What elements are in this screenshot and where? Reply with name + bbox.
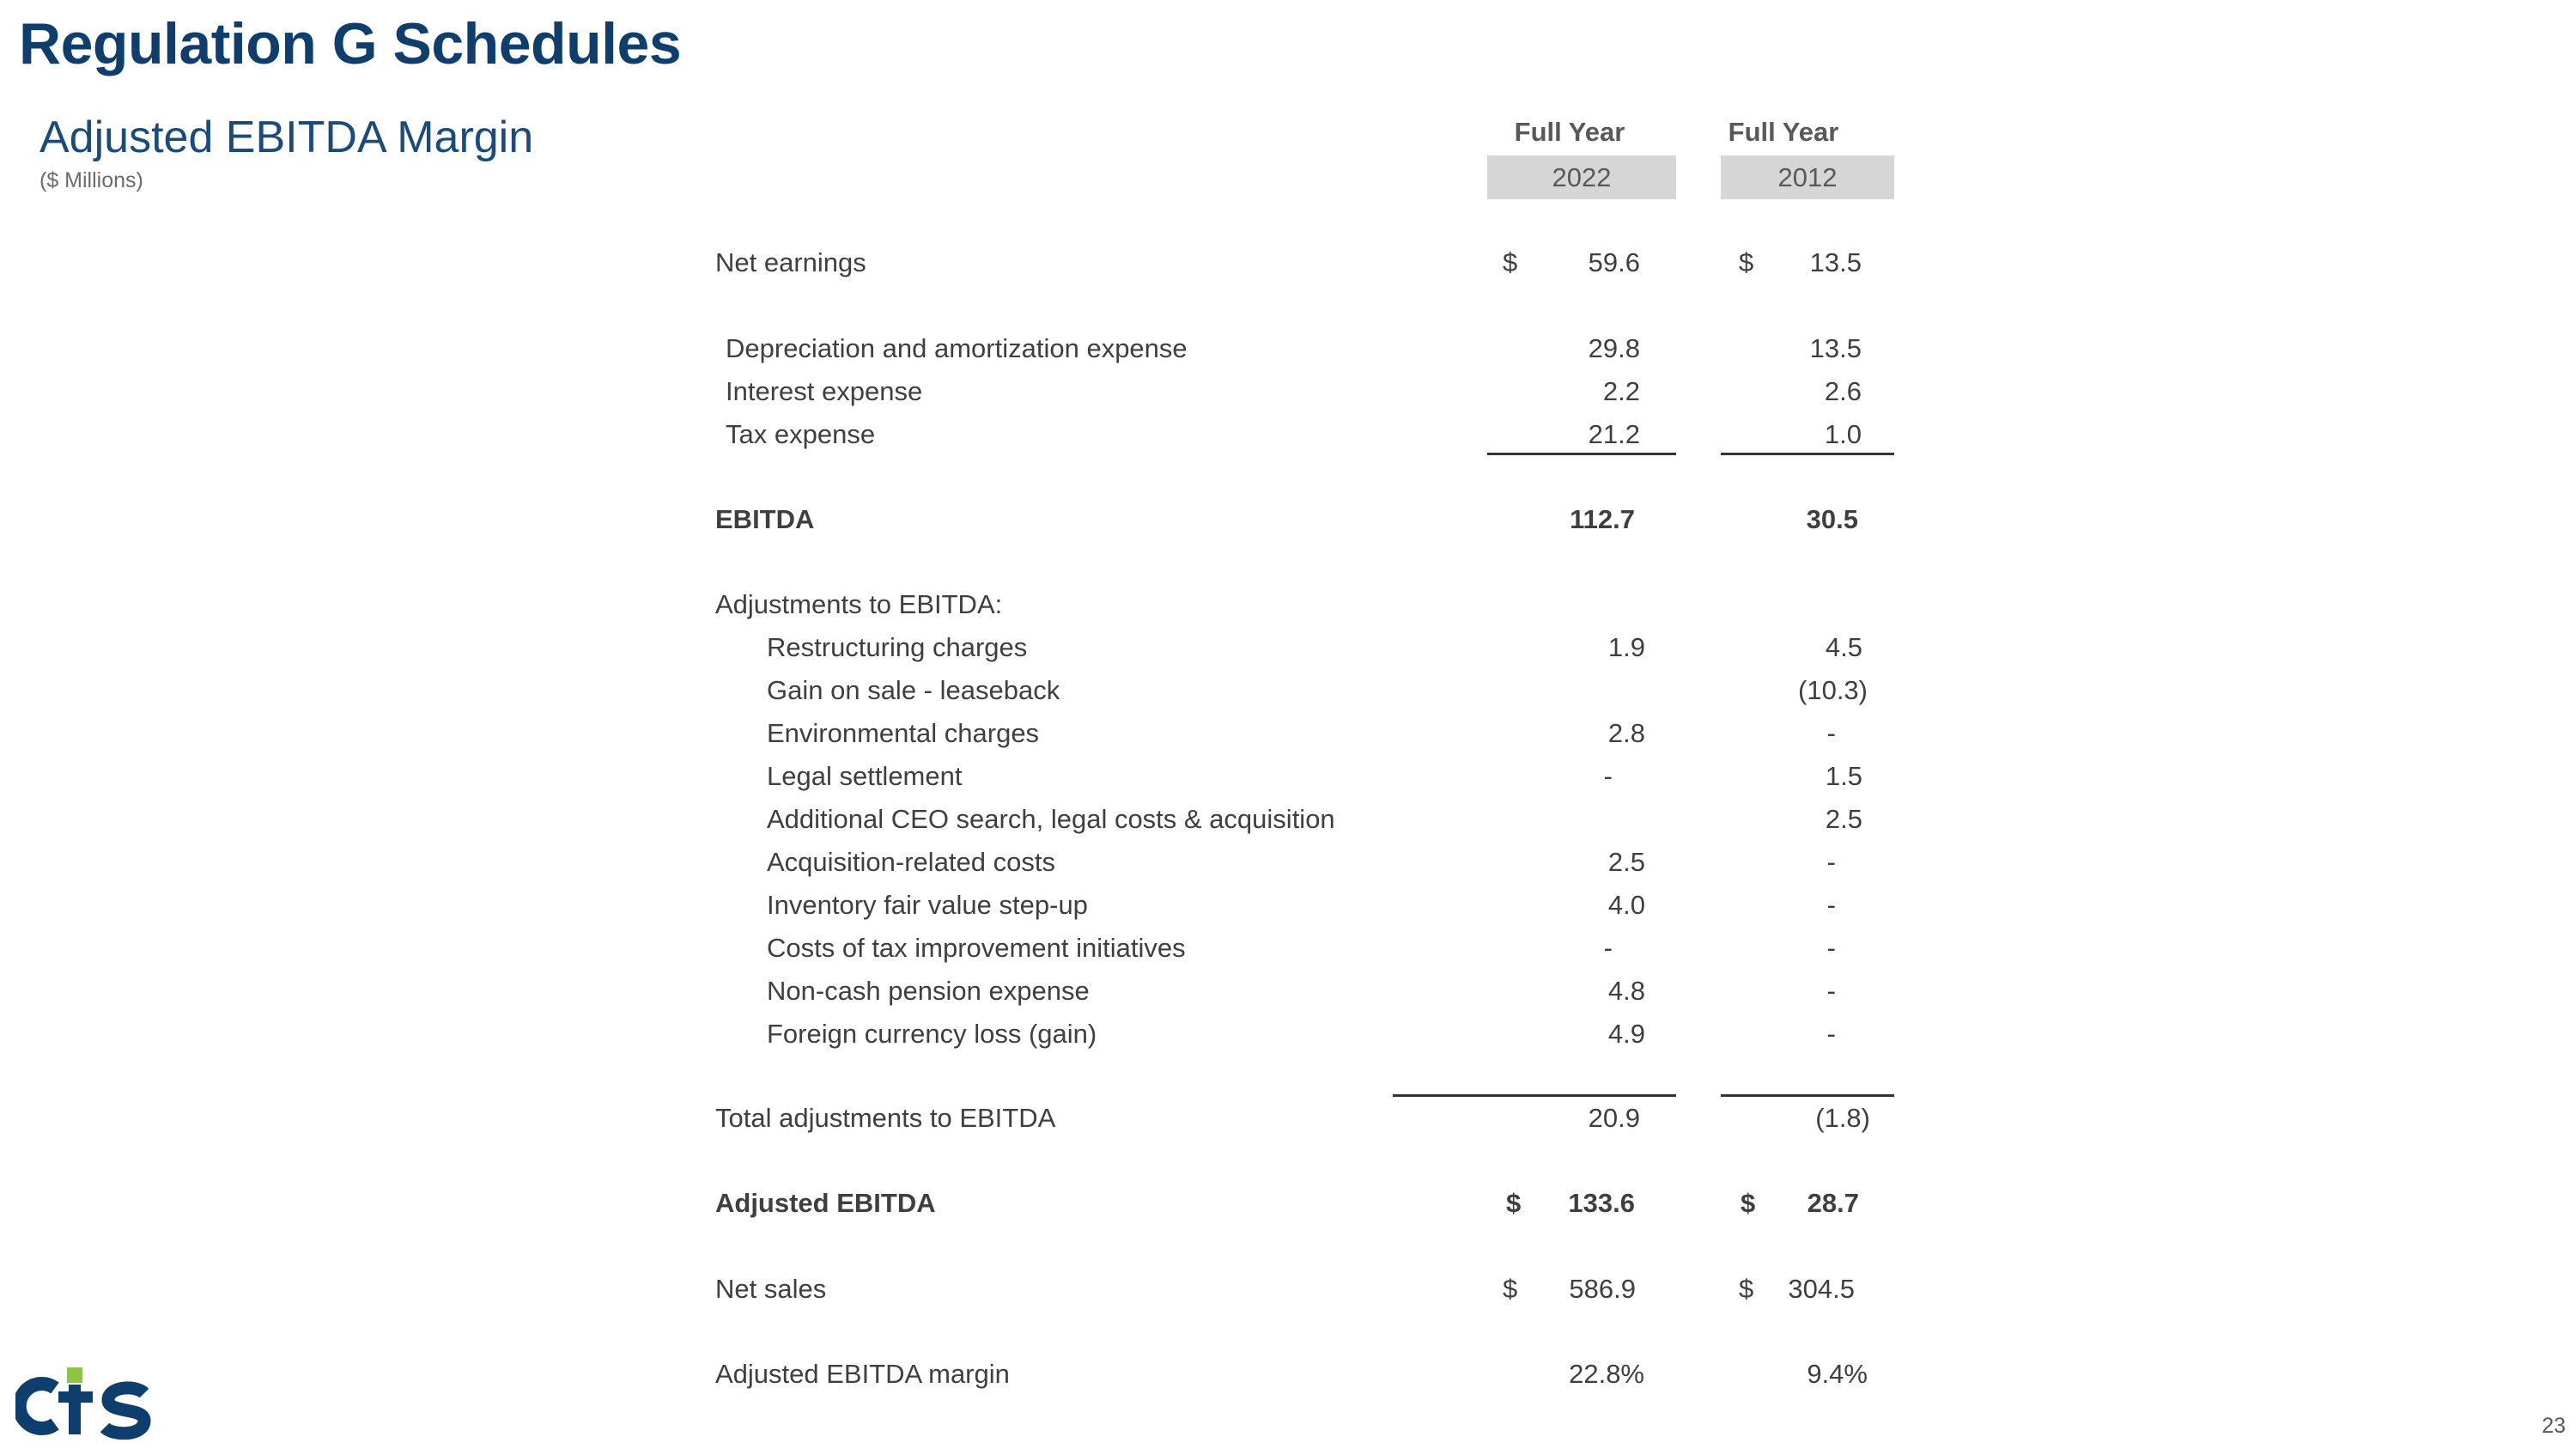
value-2022: 29.8 (1588, 333, 1640, 363)
currency-symbol: $ (1506, 1188, 1522, 1218)
value-2012: 1.0 (1824, 419, 1862, 449)
page-number: 23 (2542, 1414, 2566, 1438)
value-2012: 30.5 (1806, 504, 1858, 534)
value-2022: 21.2 (1588, 419, 1640, 449)
row-label: Non-cash pension expense (767, 976, 1090, 1006)
row-tax-improvement (0, 928, 2576, 968)
value-2022: 2.8 (1607, 718, 1645, 748)
row-label: Net sales (715, 1274, 827, 1304)
row-acquisition (0, 843, 2576, 882)
value-2012: - (1826, 718, 1836, 748)
value-2012: - (1826, 976, 1836, 1006)
row-label: Adjusted EBITDA margin (715, 1359, 1010, 1389)
subtotal-rule-1 (1393, 1094, 1676, 1097)
row-label: Interest expense (726, 376, 923, 406)
row-margin (0, 1355, 2576, 1394)
column-header-1: Full Year (1514, 117, 1625, 147)
row-label: Inventory fair value step-up (767, 890, 1088, 920)
value-2012: - (1826, 933, 1836, 963)
value-2022: 586.9 (1569, 1274, 1636, 1304)
row-label: Adjustments to EBITDA: (715, 589, 1003, 619)
row-label: Total adjustments to EBITDA (715, 1103, 1056, 1133)
row-ceo-search (0, 800, 2576, 839)
value-2022: 4.0 (1607, 890, 1645, 920)
value-2022: 2.5 (1607, 847, 1645, 877)
column-year-1: 2022 (1487, 155, 1676, 199)
value-2012: - (1826, 1019, 1836, 1049)
value-2012: 13.5 (1809, 333, 1862, 363)
row-label: Additional CEO search, legal costs & acquisition (767, 804, 1335, 834)
row-total-adjustments (0, 1099, 2576, 1138)
value-2012: - (1826, 890, 1836, 920)
row-label: Environmental charges (767, 718, 1040, 748)
row-tax (0, 415, 2576, 454)
row-label: Gain on sale - leaseback (767, 675, 1060, 705)
column-header-2: Full Year (1728, 117, 1839, 147)
row-legal (0, 757, 2576, 796)
row-label: Depreciation and amortization expense (726, 333, 1188, 363)
value-2012: 4.5 (1825, 632, 1862, 662)
row-net-earnings (0, 243, 2576, 283)
value-2022: 4.8 (1607, 976, 1645, 1006)
row-label: Legal settlement (767, 761, 963, 791)
row-net-sales (0, 1269, 2576, 1309)
value-2012: 9.4% (1807, 1359, 1868, 1389)
value-2022: - (1603, 761, 1613, 791)
currency-symbol: $ (1503, 247, 1518, 277)
column-year-2: 2012 (1721, 155, 1894, 199)
value-2012: 1.5 (1825, 761, 1862, 791)
value-2022: 4.9 (1607, 1019, 1645, 1049)
cts-logo (15, 1362, 153, 1440)
value-2012: (1.8) (1815, 1103, 1870, 1133)
row-label: Acquisition-related costs (767, 847, 1055, 877)
value-2022: 59.6 (1588, 247, 1640, 277)
value-2012: (10.3) (1798, 675, 1868, 705)
row-fx (0, 1014, 2576, 1054)
row-depreciation (0, 329, 2576, 368)
row-ebitda (0, 500, 2576, 539)
page-title: Regulation G Schedules (19, 11, 682, 76)
row-adjustments-header (0, 585, 2576, 624)
row-label: Tax expense (726, 419, 876, 449)
row-adjusted-ebitda (0, 1184, 2576, 1223)
value-2022: 2.2 (1602, 376, 1640, 406)
currency-symbol: $ (1503, 1274, 1518, 1304)
subtotal-rule-2 (1721, 1094, 1894, 1097)
value-2022: 1.9 (1607, 632, 1645, 662)
currency-symbol: $ (1741, 1188, 1756, 1218)
row-label: Costs of tax improvement initiatives (767, 933, 1186, 963)
currency-symbol: $ (1739, 247, 1754, 277)
value-2012: 2.5 (1825, 804, 1862, 834)
row-label: Foreign currency loss (gain) (767, 1019, 1097, 1049)
value-2012: 304.5 (1788, 1274, 1855, 1304)
row-environmental (0, 714, 2576, 753)
units-label: ($ Millions) (39, 168, 143, 192)
value-2012: - (1826, 847, 1836, 877)
row-inventory (0, 886, 2576, 925)
row-restructuring (0, 628, 2576, 667)
value-2012: 28.7 (1807, 1188, 1859, 1218)
row-label: EBITDA (715, 504, 815, 534)
row-label: Net earnings (715, 247, 866, 277)
value-2012: 2.6 (1824, 376, 1862, 406)
value-2022: 22.8% (1569, 1359, 1644, 1389)
row-pension (0, 971, 2576, 1011)
row-interest (0, 372, 2576, 411)
row-label: Adjusted EBITDA (715, 1188, 936, 1218)
value-2022: 112.7 (1570, 504, 1635, 534)
value-2022: 20.9 (1588, 1103, 1640, 1133)
row-gain-leaseback (0, 671, 2576, 710)
subtotal-rule-2 (1721, 453, 1894, 455)
row-label: Restructuring charges (767, 632, 1028, 662)
subtotal-rule-1 (1487, 453, 1676, 455)
section-title: Adjusted EBITDA Margin (39, 113, 534, 162)
value-2022: - (1603, 933, 1613, 963)
value-2022: 133.6 (1568, 1188, 1635, 1218)
value-2012: 13.5 (1809, 247, 1862, 277)
currency-symbol: $ (1739, 1274, 1754, 1304)
